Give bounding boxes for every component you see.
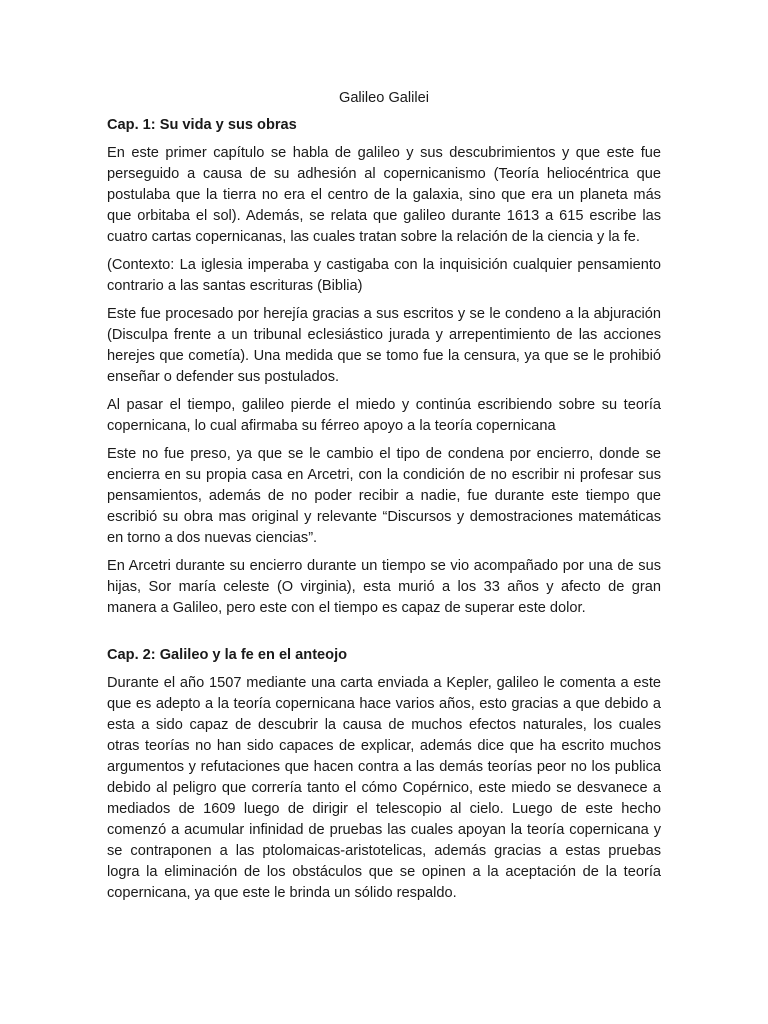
chapter-one-paragraph-3: Este fue procesado por herejía gracias a sus escritos y se le condeno a la abjuración (Disculpa frente a un tribunal eclesiástico jurada y arrepentimiento de las acciones herejes que cometía). Una medida que se tomo fue la censura, ya que se le prohibió enseñar o defender sus postulados. (107, 306, 661, 385)
chapter-two (107, 645, 661, 904)
document-title: Galileo Galilei (338, 90, 430, 106)
chapter-one (107, 115, 661, 619)
chapter-one-paragraph-2: (Contexto: La iglesia imperaba y castigaba con la inquisición cualquier pensamiento contrario a las santas escrituras (Biblia) (107, 257, 661, 294)
chapter-one-paragraph-5: Este no fue preso, ya que se le cambio el tipo de condena por encierro, donde se encierra en su propia casa en Arcetri, con la condición de no escribir ni profesar sus pensamientos, además de no poder recibir a nadie, fue durante este tiempo que escribió su obra mas original y relevante “Discursos y demostraciones matemáticas en torno a dos nuevas ciencias”. (107, 446, 661, 546)
chapter-one-paragraph-1: En este primer capítulo se habla de galileo y sus descubrimientos y que este fue perseguido a causa de su adhesión al copernicanismo (Teoría heliocéntrica que postulaba que la tierra no era el centro de la galaxia, sino que era un planeta más que orbitaba el sol). Además, se relata que galileo durante 1613 a 615 escribe las cuatro cartas copernicanas, las cuales tratan sobre la relación de la ciencia y la fe. (107, 145, 661, 245)
chapter-one-paragraph-4: Al pasar el tiempo, galileo pierde el miedo y continúa escribiendo sobre su teoría copernicana, lo cual afirmaba su férreo apoyo a la teoría copernicana (107, 397, 661, 434)
chapter-two-heading: Cap. 2: Galileo y la fe en el anteojo (107, 647, 348, 663)
chapter-two-paragraph-1: Durante el año 1507 mediante una carta enviada a Kepler, galileo le comenta a este que es adepto a la teoría copernicana hace varios años, esto gracias a que debido a esta a sido capaz de descubrir la causa de muchos efectos naturales, los cuales otras teorías no han sido capaces de explicar, además dice que ha escrito muchos argumentos y refutaciones que hacen contra a las demás teorías peor no los publica debido al peligro que correría tanto el cómo Copérnico, este miedo se desvanece a mediados de 1609 luego de dirigir el telescopio al cielo. Luego de este hecho comenzó a acumular infinidad de pruebas las cuales apoyan la teoría copernicana y se contraponen a las ptolomaicas-aristotelicas, además gracias a estas pruebas logra la eliminación de los obstáculos que se opinen a la aceptación de la teoría copernicana, ya que este le brinda un sólido respaldo. (107, 675, 661, 901)
chapter-one-paragraph-6: En Arcetri durante su encierro durante un tiempo se vio acompañado por una de sus hijas, Sor maría celeste (O virginia), esta murió a los 33 años y afecto de gran manera a Galileo, pero este con el tiempo es capaz de superar este dolor. (107, 558, 661, 616)
chapter-one-heading: Cap. 1: Su vida y sus obras (107, 117, 297, 133)
document-page (107, 88, 661, 911)
